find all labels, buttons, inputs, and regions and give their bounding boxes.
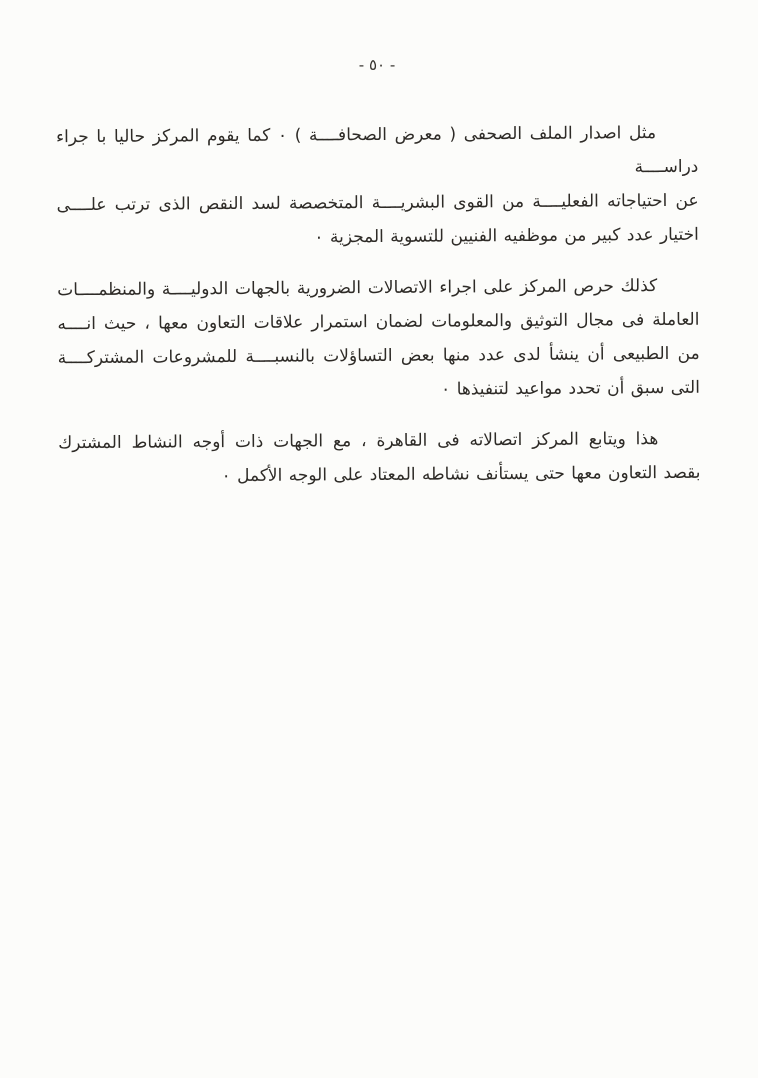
text-line: بقصد التعاون معها حتى يستأنف نشاطه المعتاد على الوجه الأكمل ٠ <box>221 462 701 487</box>
paragraph-3 <box>58 422 700 494</box>
text-line: هذا ويتابع المركز اتصالاته فى القاهرة ، مع الجهات ذات أوجه النشاط المشترك <box>58 429 659 454</box>
text-line: كذلك حرص المركز على اجراء الاتصالات الضرورية بالجهات الدوليــــة والمنظمــــات <box>57 276 658 301</box>
text-line: العاملة فى مجال التوثيق والمعلومات لضمان استمرار علاقات التعاون معها ، حيث انــــه <box>57 309 700 335</box>
text-line: التى سبق أن تحدد مواعيد لتنفيذها ٠ <box>441 377 700 400</box>
paragraph-2 <box>57 269 700 409</box>
document-body <box>56 116 701 494</box>
text-line: من الطبيعى أن ينشأ لدى عدد منها بعض التساؤلات بالنسبــــة للمشروعات المشتركــــة <box>57 343 700 369</box>
text-line: اختيار عدد كبير من موظفيه الفنيين للتسوية المجزية ٠ <box>314 224 699 248</box>
text-line: مثل اصدار الملف الصحفى ( معرض الصحافــــة ) ٠ كما يقوم المركز حاليا با جراء دراســــة <box>56 123 699 178</box>
page-number: - ٥٠ - <box>358 56 396 74</box>
paragraph-1 <box>56 116 699 256</box>
text-line: عن احتياجاته الفعليــــة من القوى البشريــــة المتخصصة لسد النقص الذى ترتب علــــى <box>56 190 699 216</box>
